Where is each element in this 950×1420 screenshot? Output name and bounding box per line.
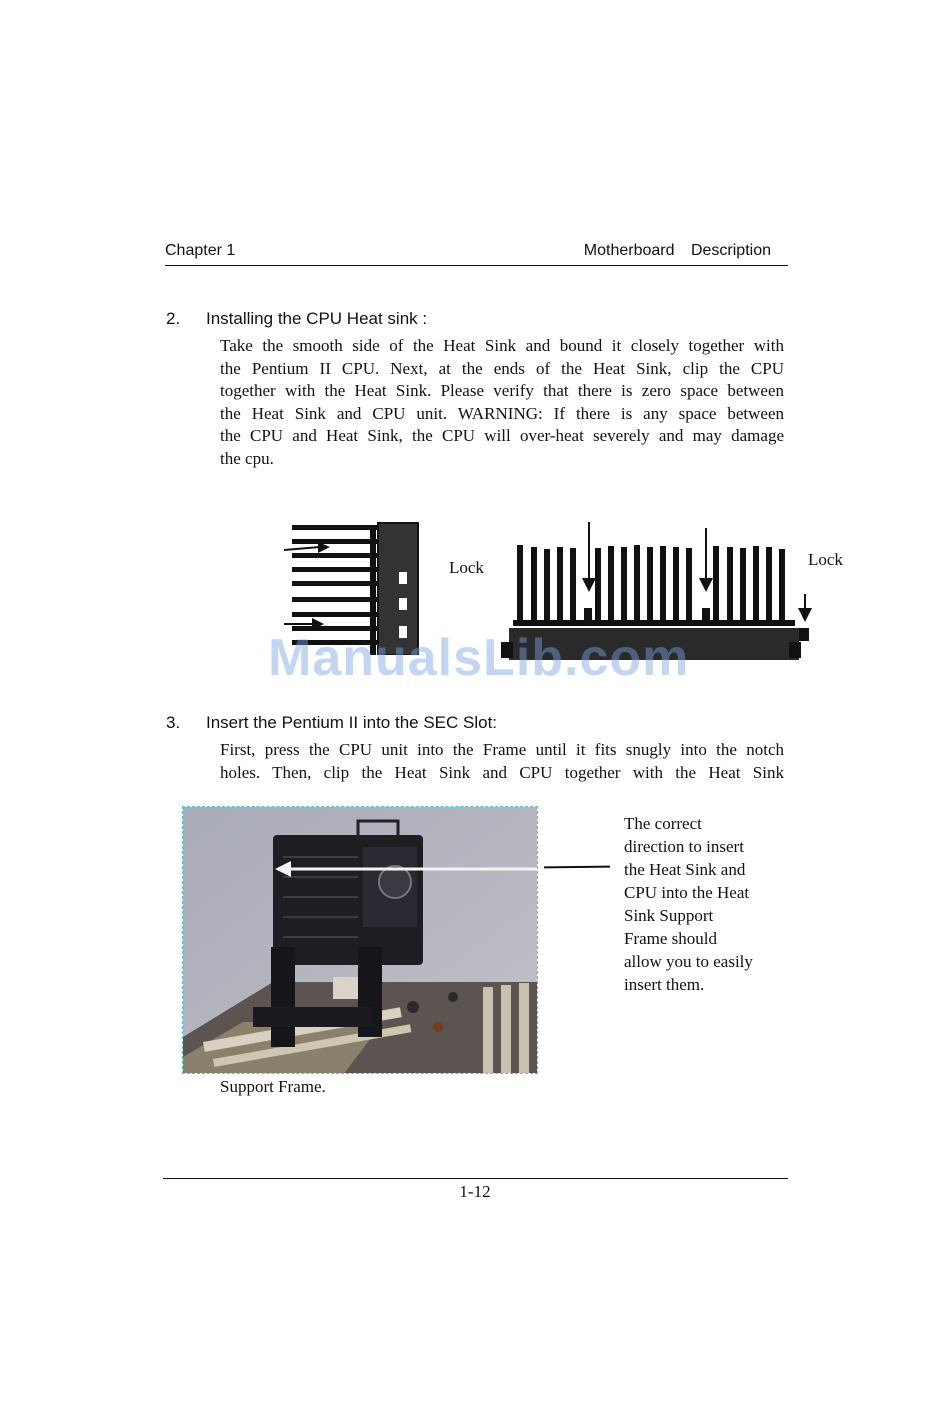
paragraph-line: the Heat Sink and CPU unit. WARNING: If there is any space between <box>220 403 784 423</box>
clip-arrow-2 <box>699 528 713 620</box>
heatsink-fins <box>292 525 378 645</box>
caption-line: CPU into the Heat <box>624 883 750 902</box>
paragraph-line: the CPU and Heat Sink, the CPU will over-heat severely and may damage <box>220 426 784 445</box>
clip-right <box>789 642 801 658</box>
section-3-title: Insert the Pentium II into the SEC Slot: <box>206 713 498 732</box>
paragraph-line: First, press the CPU unit into the Frame until it fits snugly into the notch <box>220 740 784 759</box>
caption-line: Sink Support <box>624 906 714 925</box>
caption-line: The correct <box>624 814 702 833</box>
heatsink-base-front <box>513 620 795 626</box>
chapter-label: Chapter 1 <box>165 242 236 259</box>
photo-illustration <box>183 807 538 1074</box>
caption-pointer-line <box>544 866 610 869</box>
section-2-title: Installing the CPU Heat sink : <box>206 309 428 328</box>
caption-line: insert them. <box>624 975 705 994</box>
footer-rule <box>163 1178 788 1179</box>
caption-line: the Heat Sink and <box>624 860 746 879</box>
section-2-paragraph <box>220 335 784 470</box>
section-2-number: 2. <box>166 309 181 328</box>
section-title-header: Motherboard Description <box>583 242 771 259</box>
section-3-paragraph <box>220 739 784 784</box>
section-3-number: 3. <box>166 713 181 732</box>
section-3-tail: Support Frame. <box>220 1077 326 1096</box>
watermark: ManualsLib.com <box>268 629 690 687</box>
caption-line: Frame should <box>624 929 718 948</box>
lock-label-left: Lock <box>449 558 484 577</box>
paragraph-line: together with the Heat Sink. Please verify that there is zero space between <box>220 381 784 400</box>
lock-label-right: Lock <box>808 550 843 569</box>
paragraph-line: Take the smooth side of the Heat Sink and bound it closely together with <box>220 336 784 355</box>
photo-caption <box>624 812 784 996</box>
paragraph-line: holes. Then, clip the Heat Sink and CPU together with the Heat Sink <box>220 762 784 782</box>
lock-arrow <box>798 594 812 622</box>
page-number: 1-12 <box>459 1182 491 1201</box>
installation-photo <box>182 806 538 1074</box>
caption-line: allow you to easily <box>624 952 753 971</box>
heatsink-fins-front <box>517 545 785 623</box>
clip-arrow-1 <box>582 522 596 620</box>
paragraph-line: the Pentium II CPU. Next, at the ends of the Heat Sink, clip the CPU <box>220 358 784 378</box>
paragraph-line: the cpu. <box>220 448 274 468</box>
lock-tab <box>799 628 809 641</box>
caption-line: direction to insert <box>624 837 744 856</box>
page-header <box>165 241 788 266</box>
